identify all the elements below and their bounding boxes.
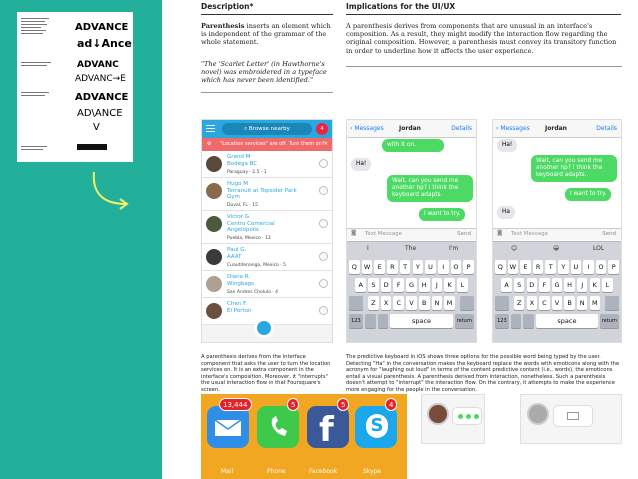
prediction-option[interactable]: The [405,245,417,252]
received-bubble: Ha! [351,158,371,171]
sent-bubble: with it on. [382,139,444,152]
backspace-key[interactable] [605,296,619,310]
chat-typing-card [421,394,485,444]
return-key[interactable]: return [455,314,474,328]
key-a[interactable]: A [355,278,366,292]
keyboard [347,254,476,342]
key-s[interactable]: S [368,278,379,292]
heart-icon[interactable]: ♡ [319,219,328,228]
key-n[interactable]: N [577,296,588,310]
avatar [206,276,222,292]
venue-name: Wingbags [227,280,255,287]
app-icons-strip [201,394,407,479]
key-y[interactable]: Y [558,260,569,274]
message-input[interactable]: Text Message [365,231,402,237]
camera-icon[interactable]: ◙ [351,230,357,236]
venue-name: Angelopolis [227,227,259,233]
key-w[interactable]: W [508,260,519,274]
back-button[interactable]: ‹ Messages [496,125,530,132]
sent-bubble: I want to try. [565,188,611,201]
arrow-icon [86,170,130,210]
key-p[interactable]: P [608,260,619,274]
app-label: Facebook [309,468,338,475]
key-y[interactable]: Y [413,260,424,274]
avatar [206,156,222,172]
key-u[interactable]: U [425,260,436,274]
globe-key[interactable] [365,314,376,328]
divider [201,92,333,93]
key-h[interactable]: H [564,278,575,292]
key-k[interactable]: K [444,278,455,292]
key-d[interactable]: D [381,278,392,292]
browse-search[interactable] [222,123,312,135]
divider [346,14,621,15]
key-i[interactable]: I [583,260,594,274]
key-l[interactable]: L [457,278,468,292]
venue-name: Bodega BC [227,160,258,167]
key-p[interactable]: P [463,260,474,274]
gear-icon: ⚙ [207,141,212,147]
messages-topbar [493,120,621,138]
typing-bubble [452,407,482,425]
prediction-option[interactable]: I [367,245,369,252]
foursquare-topbar [202,120,332,138]
handset-icon [269,416,289,438]
alert-text: "Location services" are off. Turn them on? [220,141,325,147]
sent-bubble: Wait, can you send me another hp? I think the keyboard adapts. [531,155,617,182]
key-t[interactable]: T [545,260,556,274]
key-r[interactable]: R [533,260,544,274]
avatar [206,249,222,265]
avatar [427,403,449,425]
avatar [206,303,222,319]
app-label: Phone [267,468,286,475]
sent-bubble: I want to try. [419,208,465,221]
heart-icon[interactable]: ♡ [319,279,328,288]
keyboard [493,254,621,342]
app-label: Mail [221,468,234,475]
user-name: Grand M [227,154,251,160]
key-g[interactable]: G [406,278,417,292]
prediction-option[interactable]: 😊 [511,245,518,252]
prediction-option[interactable]: LOL [593,245,605,252]
menu-icon[interactable] [206,125,215,126]
key-b[interactable]: B [419,296,430,310]
list-item[interactable] [202,271,332,298]
laptop-icon [567,412,579,420]
close-icon[interactable]: ✕ [323,141,328,147]
status-bubble [553,405,593,427]
venue-location: Duval, FL · 15 [227,203,258,208]
contact-name: Jordan [545,125,567,132]
mic-key[interactable] [523,314,534,328]
sent-bubble: Wait, can you send me another hp? I think the keyboard adapts. [387,175,473,202]
send-button[interactable]: Send [602,231,616,237]
key-k[interactable]: K [590,278,601,292]
messages-topbar [347,120,476,138]
description-body: inserts an element which is independent of the grammar of the whole statement. [201,22,331,47]
key-v[interactable]: V [406,296,417,310]
foursquare-screen [201,119,333,343]
search-icon: ⌕ [244,126,249,132]
messages-screen-2 [492,119,622,343]
numbers-key[interactable]: 123 [349,314,363,328]
venue-name: Centro Comercial [227,220,275,227]
key-i[interactable]: I [438,260,449,274]
typography-thumbnail [17,12,133,162]
heart-icon[interactable]: ♡ [319,186,328,195]
numbers-key[interactable]: 123 [495,314,509,328]
location-alert[interactable] [202,138,332,151]
key-e[interactable]: E [520,260,531,274]
key-a[interactable]: A [501,278,512,292]
chat-laptop-card [520,394,622,444]
user-name: Hugo M [227,181,248,187]
key-t[interactable]: T [400,260,411,274]
messages-caption: The predictive keyboard in iOS shows three options for the possible word being typed by the user. Detecting "Ha" in the conversation makes the keyboard replace the words with emoticons along with the acronym for "laughing out loud" in terms of the content predictive content (i.e., words), the emoticons entail a visual parenthesis. A parenthesis derived from interaction, nonetheless. Such a parenthesis doesn't attempt to "interrupt" the interaction flow. On the contrary, it attempts to make the experience more engaging for the people in the conversation. [346,354,620,393]
key-q[interactable]: Q [495,260,506,274]
skype-badge: 4 [385,398,397,411]
example-quote: "The 'Scarlet Letter' (in Hawthorne's novel) was embroidered in a typeface which has never been identified." [201,60,327,85]
mic-key[interactable] [378,314,389,328]
key-n[interactable]: N [432,296,443,310]
message-input-bar [493,228,621,240]
divider [346,66,622,67]
divider [201,14,333,15]
key-j[interactable]: J [577,278,588,292]
heart-icon[interactable]: ♡ [319,252,328,261]
venue-location: Paraguay · 2.5 · 1 [227,170,267,175]
user-name: Chen F. [227,301,247,307]
key-f[interactable]: F [539,278,550,292]
thumb-word: AD\ANCE [77,108,123,119]
implications-heading: Implications for the UI/UX [346,2,456,11]
return-key[interactable]: return [600,314,619,328]
typing-dots-icon [458,414,463,419]
thumb-word: ad↓Ance [77,37,132,50]
send-button[interactable]: Send [457,231,471,237]
key-b[interactable]: B [564,296,575,310]
list-item[interactable] [202,151,332,178]
shift-key[interactable] [495,296,509,310]
list-item[interactable] [202,178,332,211]
heart-icon[interactable]: ♡ [319,306,328,315]
venue-name: AAAT [227,253,242,260]
back-label: Messages [500,125,530,132]
avatar [206,216,222,232]
message-input-bar [347,228,476,240]
prediction-option[interactable]: 😀 [553,245,560,252]
messages-screen-1 [346,119,477,343]
list-item[interactable] [202,244,332,271]
key-q[interactable]: Q [349,260,360,274]
key-m[interactable]: M [590,296,601,310]
key-l[interactable]: L [602,278,613,292]
key-j[interactable]: J [432,278,443,292]
thumb-word: ADVANCE [75,22,129,33]
space-key[interactable]: space [536,314,598,328]
key-m[interactable]: M [444,296,455,310]
term-parenthesis: Parenthesis [201,22,245,30]
key-c[interactable]: C [393,296,404,310]
key-w[interactable]: W [362,260,373,274]
key-u[interactable]: U [571,260,582,274]
venue-location: Puebla, Mexico · 13 [227,236,271,241]
key-g[interactable]: G [552,278,563,292]
user-name: Victor G. [227,214,251,220]
thumb-word: ADVANCE [75,92,129,103]
key-x[interactable]: X [381,296,392,310]
message-input[interactable]: Text Message [511,231,548,237]
key-v[interactable]: V [552,296,563,310]
venue-name: Terranuit at Topsider Park [227,187,297,194]
venue-location: Cuautitenango, Mexico · 5 [227,263,286,268]
user-name: Diana R. [227,274,251,280]
key-e[interactable]: E [374,260,385,274]
mail-badge: 13,444 [219,398,252,411]
key-o[interactable]: O [596,260,607,274]
envelope-icon [215,420,241,436]
implications-text: A parenthesis derives from components that are unusual in an interface's composition. As a result, they might modify the interaction flow regarding the original composition. However, a parenthesis must convey its transitory function in order to underline how it affects the user experience. [346,22,617,55]
backspace-key[interactable] [460,296,474,310]
key-h[interactable]: H [419,278,430,292]
description-heading: Description* [201,2,254,11]
key-x[interactable]: X [527,296,538,310]
key-z[interactable]: Z [514,296,525,310]
camera-icon[interactable]: ◙ [497,230,503,236]
facebook-badge: 5 [337,398,349,411]
key-s[interactable]: S [514,278,525,292]
heart-icon[interactable]: ♡ [319,159,328,168]
details-button[interactable]: Details [596,125,617,132]
search-label: Browse nearby [248,126,290,132]
key-z[interactable]: Z [368,296,379,310]
venue-name: Gym [227,194,240,200]
thumb-word: ADVANC [77,60,119,70]
app-label: Skype [363,468,382,475]
globe-key[interactable] [511,314,522,328]
details-button[interactable]: Details [451,125,472,132]
venue-name: El Porton [227,307,252,314]
key-o[interactable]: O [451,260,462,274]
user-name: Paul G. [227,247,247,253]
prediction-bar [493,241,621,254]
received-bubble: Ha! [497,139,517,152]
contact-name: Jordan [399,125,421,132]
avatar [206,183,222,199]
back-button[interactable]: ‹ Messages [350,125,384,132]
thumb-word: V [93,122,100,133]
avatar [527,403,549,425]
map-pin-icon[interactable] [254,318,274,338]
key-c[interactable]: C [539,296,550,310]
space-key[interactable]: space [390,314,452,328]
key-f[interactable]: F [393,278,404,292]
prediction-bar [347,241,476,254]
venue-location: San Andres Cholula · 4 [227,290,278,295]
list-item[interactable] [202,211,332,244]
shift-key[interactable] [349,296,363,310]
phone-badge: 5 [287,398,299,411]
back-label: Messages [354,125,384,132]
received-bubble: Ha [497,206,515,219]
notification-badge[interactable]: 4 [316,123,328,135]
skype-s-glyph: S [366,414,388,438]
key-d[interactable]: D [527,278,538,292]
description-text [201,22,333,47]
key-r[interactable]: R [387,260,398,274]
thumb-word: ADVANC→E [75,74,126,84]
foursquare-caption: A parenthesis derives from the interface component that asks the user to turn the location services on. It is an extra component in the interface's composition. Moreover, it "interrupts" the usual interaction flow in that Foursquare's screen. [201,354,331,393]
facebook-f-glyph: f [319,410,334,450]
prediction-option[interactable]: I'm [449,245,459,252]
